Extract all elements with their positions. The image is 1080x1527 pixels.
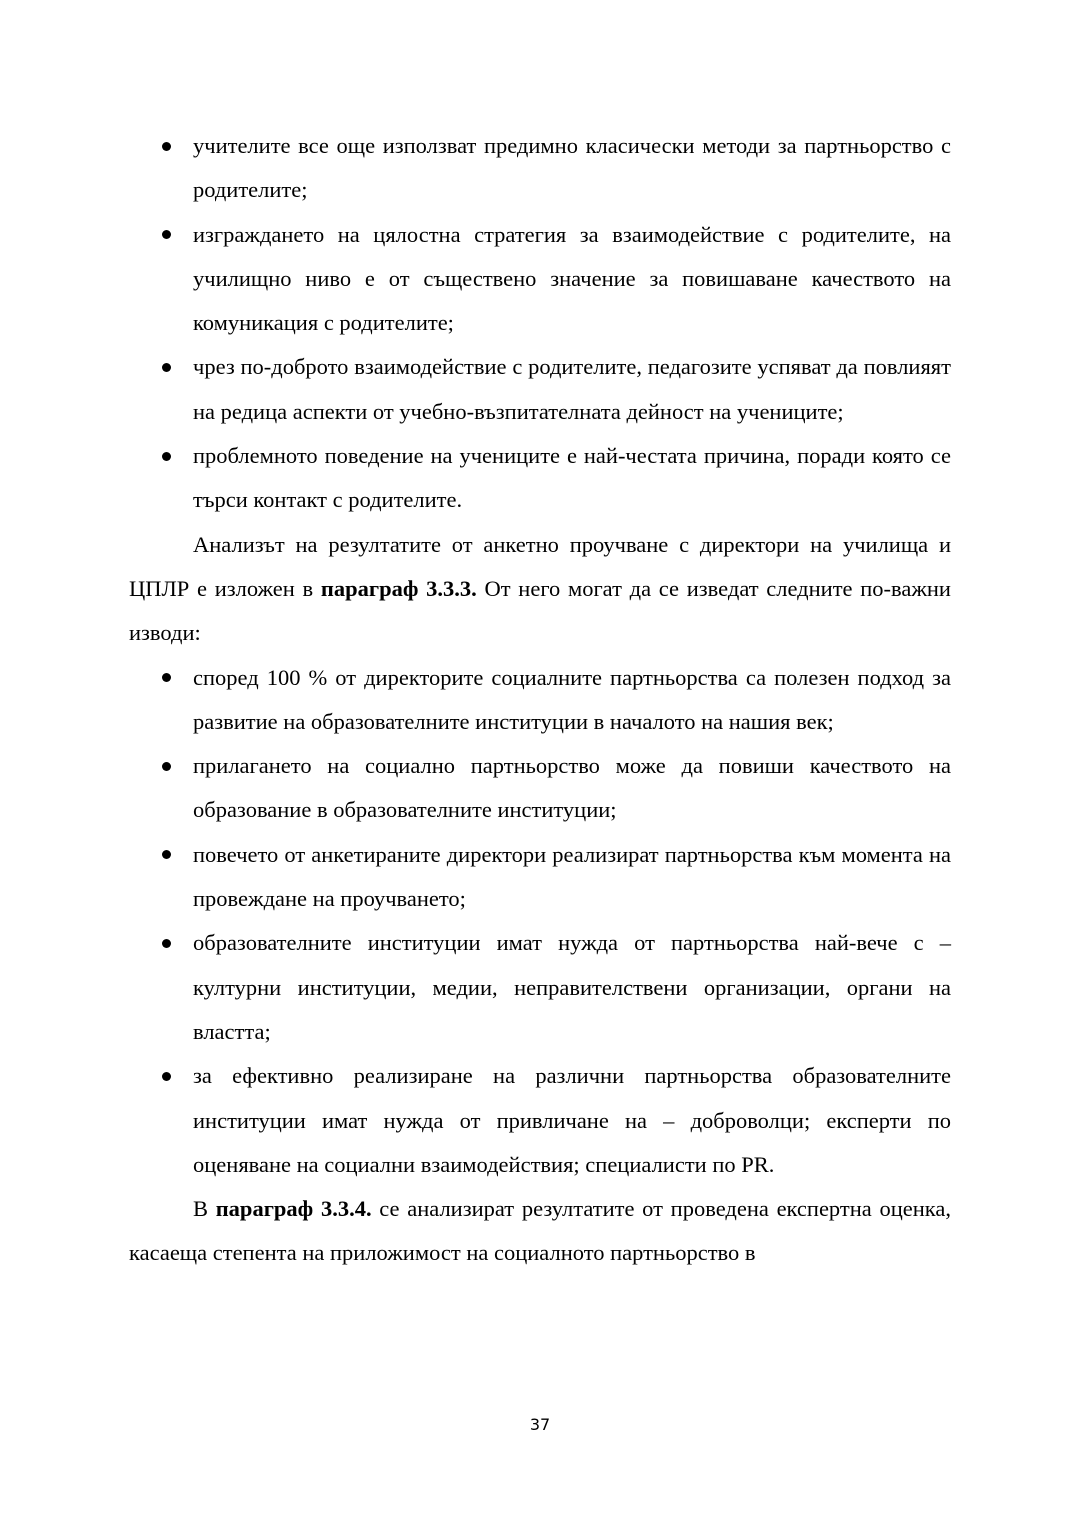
list-item-text: за ефективно реализиране на различни партньорства образователните институции имат нужда от привличане на – доброволци; експерти по оценяване на социални взаимодействия; специалисти по PR. [193,1063,951,1177]
list-item-text: учителите все още използват предимно класически методи за партньорство с родителите; [193,133,951,203]
bullet-list-teachers [129,124,951,523]
paragraph-reference: параграф 3.3.4. [215,1196,372,1222]
list-item [129,124,951,213]
list-item [129,833,951,922]
bullet-icon [162,363,171,372]
paragraph-text: В [193,1196,216,1222]
bullet-icon [162,230,171,239]
page-number: 37 [529,1415,551,1434]
bullet-icon [162,762,171,771]
list-item-text: прилагането на социално партньорство може да повиши качеството на образование в образователните институции; [193,753,951,823]
list-item [129,1054,951,1187]
list-item-text: според 100 % от директорите социалните партньорства са полезен подход за развитие на образователните институции в началото на нашия век; [193,664,951,734]
list-item [129,345,951,434]
list-item-text: образователните институции имат нужда от партньорства най-вече с – културни институции, медии, неправителствени организации, органи на властта; [193,930,951,1044]
list-item [129,213,951,346]
list-item [129,744,951,833]
list-item-text: повечето от анкетираните директори реализират партньорства към момента на провеждане на проучването; [193,841,951,912]
list-item [129,434,951,523]
list-item-text: проблемното поведение на учениците е най-честата причина, поради която се търси контакт с родителите. [193,443,951,513]
list-item [129,921,951,1054]
paragraph-text: се анализират резултатите от проведена експертна оценка, касаеща степента на приложимост на социалното партньорство в [129,1196,951,1266]
list-item-text: изграждането на цялостна стратегия за взаимодействие с родителите, на училищно ниво е от съществено значение за повишаване качеството на комуникация с родителите; [193,221,951,336]
paragraph-text: От него могат да се изведат следните по-важни изводи: [129,575,951,646]
bullet-icon [162,939,171,948]
list-item [129,656,951,745]
bullet-list-directors [129,656,951,1188]
bullet-icon [162,142,171,151]
bullet-icon [162,850,171,859]
bullet-icon [162,452,171,461]
bullet-icon [162,1072,171,1081]
list-item-text: чрез по-доброто взаимодействие с родителите, педагозите успяват да повлияят на редица аспекти от учебно-възпитателната дейност на учениците; [193,354,951,424]
paragraph-expert-assessment [129,1187,951,1276]
page-content [129,124,951,1276]
bullet-icon [162,673,171,682]
paragraph-text: Анализът на резултатите от анкетно проучване с директори на училища и ЦПЛР е изложен в [129,531,951,601]
paragraph-reference: параграф 3.3.3. [320,575,477,601]
paragraph-directors-analysis [129,523,951,656]
